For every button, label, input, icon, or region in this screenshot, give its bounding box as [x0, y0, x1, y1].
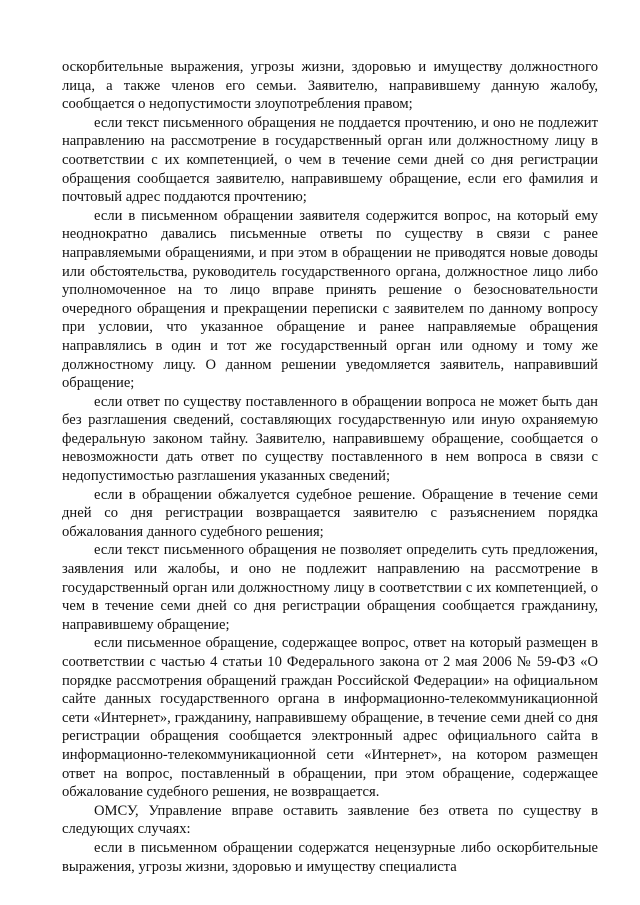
paragraph-3: если в письменном обращении заявителя содержится вопрос, на который ему неоднократно давались письменные ответы по существу в связи с ранее направляемыми обращениями, и при этом в обращении не приводятся новые доводы или обстоятельства, руководитель государственного органа, должностное лицо либо уполномоченное на то лицо вправе принять решение о безосновательности очередного обращения и прекращении переписки с заявителем по данному вопросу при условии, что указанное обращение и ранее направляемые обращения направлялись в один и тот же государственный орган или одному и тому же должностному лицу. О данном решении уведомляется заявитель, направивший обращение; [62, 207, 598, 392]
paragraph-4: если ответ по существу поставленного в обращении вопроса не может быть дан без разглашения сведений, составляющих государственную или иную охраняемую федеральную законом тайну. Заявителю, направившему обращение, сообщается о невозможности дать ответ по существу поставленного в нем вопроса в связи с недопустимостью разглашения указанных сведений; [62, 393, 598, 485]
paragraph-1: оскорбительные выражения, угрозы жизни, здоровью и имуществу должностного лица, а также членов его семьи. Заявителю, направившему данную жалобу, сообщается о недопустимости злоупотребления правом; [62, 59, 598, 113]
paragraph-6: если текст письменного обращения не позволяет определить суть предложения, заявления или жалобы, и оно не подлежит направлению на рассмотрение в государственный орган или должностному лицу в соответствии с их компетенцией, о чем в течение семи дней со дня регистрации обращения сообщается гражданину, направившему обращение; [62, 542, 598, 633]
paragraph-8: ОМСУ, Управление вправе оставить заявление без ответа по существу в следующих случаях: [62, 802, 598, 838]
paragraph-2: если текст письменного обращения не поддается прочтению, и оно не подлежит направлению на рассмотрение в государственный орган или должностному лицу в соответствии с их компетенцией, о чем в течение семи дней со дня регистрации обращения сообщается заявителю, направившему обращение, если его фамилия и почтовый адрес поддаются прочтению; [62, 114, 598, 206]
paragraph-5: если в обращении обжалуется судебное решение. Обращение в течение семи дней со дня регистрации возвращается заявителю с разъяснением порядка обжалования данного судебного решения; [62, 486, 598, 540]
paragraph-7: если письменное обращение, содержащее вопрос, ответ на который размещен в соответствии с частью 4 статьи 10 Федерального закона от 2 мая 2006 № 59-ФЗ «О порядке рассмотрения обращений граждан Российской Федерации» на официальном сайте данных государственного органа в информационно-телекоммуникационной сети «Интернет», гражданину, направившему обращение, в течение семи дней со дня регистрации обращения сообщается электронный адрес официального сайта в информационно-телекоммуникационной сети «Интернет», на котором размещен ответ на вопрос, поставленный в обращении, при этом обращение, содержащее обжалование судебного решения, не возвращается. [62, 635, 598, 801]
document-page [62, 58, 598, 876]
paragraph-9: если в письменном обращении содержатся нецензурные либо оскорбительные выражения, угрозы жизни, здоровью и имуществу специалиста [62, 839, 598, 875]
